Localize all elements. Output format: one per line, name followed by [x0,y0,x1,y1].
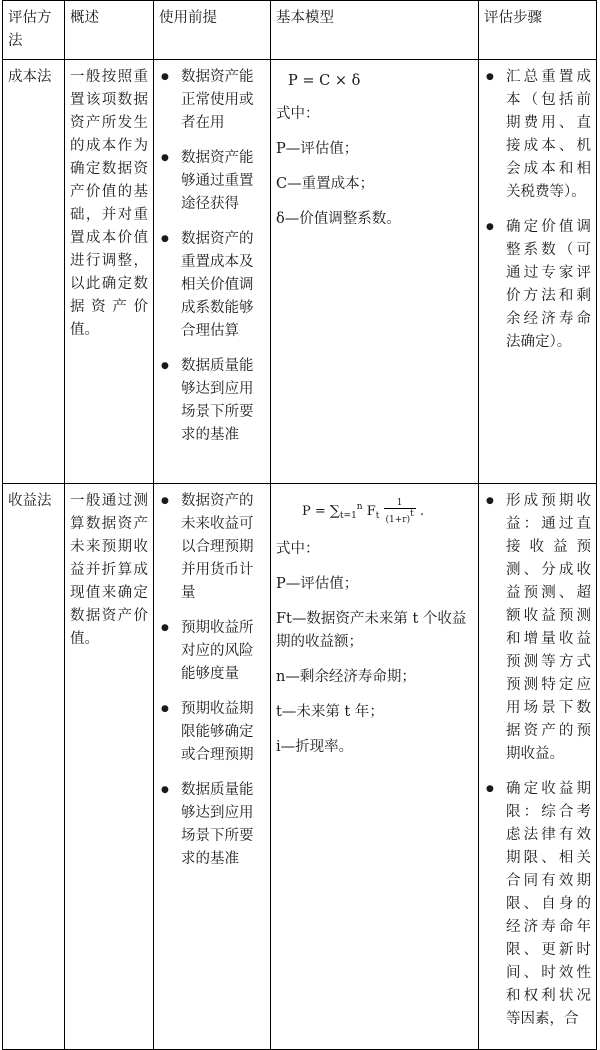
method-overview: 一般通过测算数据资产未来预期收益并折算成现值来确定数据资产价值。 [65,484,154,1050]
premise-item: ● 预期收益期限能够确定或合理预期 [159,698,265,767]
method-overview: 一般按照重置该项数据资产所发生的成本作为确定数据资产价值的基础，并对重置成本价值进行调整，以此确定数据资产价值。 [65,60,154,484]
table-row-cost-method [3,60,597,484]
method-premises [154,60,271,484]
formula-var: t—未来第 t 年； [276,704,384,720]
formula-var: n—剩余经济寿命期； [276,669,416,685]
formula-where: 式中： [276,541,320,557]
method-model [271,60,479,484]
formula-var: P—评估值； [276,141,359,157]
header-method: 评估方法 [3,1,65,60]
formula-where: 式中： [276,106,320,122]
header-steps: 评估步骤 [479,1,597,60]
header-model: 基本模型 [271,1,479,60]
table-header-row [3,1,597,60]
premise-item: ● 数据资产能正常使用或者在用 [159,66,265,135]
formula-var: i—折现率。 [276,739,354,755]
premise-item: ● 数据资产的未来收益可以合理预期并用货币计量 [159,490,265,605]
formula-var: δ—价值调整系数。 [276,211,401,227]
method-premises [154,484,271,1050]
income-formula: $P = \sum_{t=1}^n$ $F_t$ $\frac{1}{(1+r)t}$ . [302,498,425,525]
method-steps [479,484,597,1050]
header-overview: 概述 [65,1,154,60]
table-row-income-method [3,484,597,1050]
premise-item: ● 数据质量能够达到应用场景下所要求的基准 [159,355,265,447]
method-steps [479,60,597,484]
valuation-methods-table [2,0,597,1050]
step-item: ● 确定收益期限：综合考虑法律有效期限、相关合同有效期限、自身的经济寿命年限、更新时间、时效性和权利状况等因素，合 [484,778,591,1031]
premise-item: ● 预期收益所对应的风险能够度量 [159,617,265,686]
premise-item: ● 数据资产能够通过重置途径获得 [159,147,265,216]
method-name: 收益法 [3,484,65,1050]
step-item: ● 形成预期收益：通过直接收益预测、分成收益预测、超额收益预测和增量收益预测等方式预测特定应用场景下数据资产的预期收益。 [484,490,591,766]
premise-item: ● 数据资产的重置成本及相关价值调成系数能够合理估算 [159,228,265,343]
method-model [271,484,479,1050]
formula-var: C—重置成本； [276,176,375,192]
premise-item: ● 数据质量能够达到应用场景下所要求的基准 [159,779,265,871]
step-item: ● 汇总重置成本（包括前期费用、直接成本、机会成本和相关税费等）。 [484,66,591,204]
formula-var: Ft—数据资产未来第 t 个收益期的收益额； [276,611,467,650]
step-item: ● 确定价值调整系数（可通过专家评价方法和剩余经济寿命法确定）。 [484,216,591,354]
method-name: 成本法 [3,60,65,484]
header-premises: 使用前提 [154,1,271,60]
cost-formula: P = C × δ [288,73,361,89]
formula-var: P—评估值； [276,576,359,592]
